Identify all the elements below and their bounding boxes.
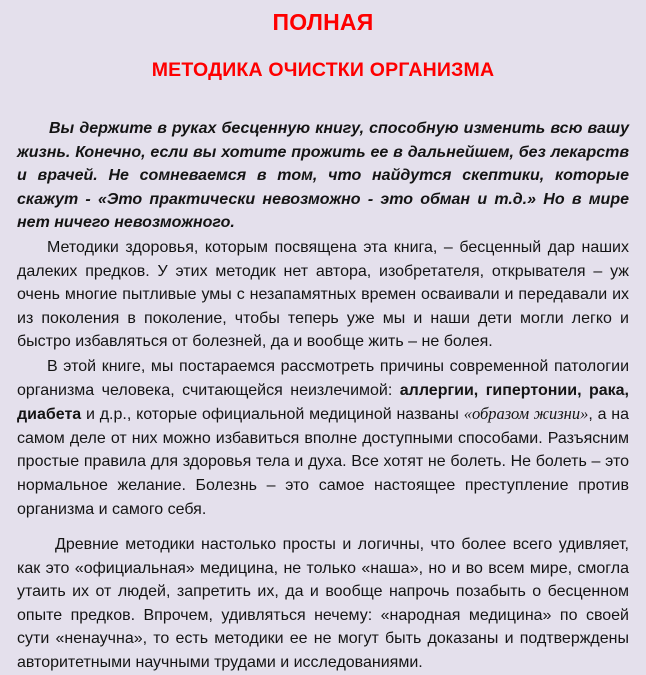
paragraph-book: [17, 354, 629, 521]
paragraph-book-lifestyle: «образом жизни»: [463, 404, 589, 424]
paragraph-ancient: Древние методики настолько просты и логичны, что более всего удивляет, как это «официальная» медицина, не только «наша», но и во всем мире, смогла утаить их от людей, запретить их, да и вообще напрочь позабыть о бесценном опыте предков. Впрочем, удивляться нечему: «народная медицина» по своей сути «ненаучна», то есть методики ее не могут быть доказаны и подтверждены авторитетными научными трудами и исследованиями.: [17, 536, 629, 672]
document-title-main: ПОЛНАЯ: [272, 9, 374, 35]
document-title-sub: МЕТОДИКА ОЧИСТКИ ОРГАНИЗМА: [151, 59, 495, 81]
paragraph-lead: Вы держите в руках бесценную книгу, способную изменить всю вашу жизнь. Конечно, если вы хотите прожить ее в дальнейшем, без лекарств и врачей. Не сомневаемся в том, что найдутся скептики, которые скажут - «Это практически невозможно - это обман и т.д.» Но в мире нет ничего невозможного.: [17, 120, 629, 232]
paragraph-book-diseases: аллергии, гипертонии, рака, диабета: [17, 381, 629, 424]
greeting-line: [17, 82, 629, 105]
paragraph-book-intro: В этой книге, мы постараемся рассмотреть причины современной патологии организма человека, считающейся неизлечимой:: [17, 357, 629, 399]
paragraph-book-middle: и д.р., которые официальной медициной названы: [81, 406, 464, 424]
paragraph-methods: Методики здоровья, которым посвящена эта книга, – бесценный дар наших далеких предков. У этих методик нет автора, изобретателя, открывателя – уж очень многие пытливые умы с незапамятных времен осваивали и передавали их из поколения в поколение, чтобы теперь уже мы и наши дети могли легко и быстро избавляться от болезней, да и вообще жить – не болея.: [17, 238, 629, 351]
paragraph-book-tail: , а на самом деле от них можно избавиться вполне доступными способами. Разъясним простые правила для здоровья тела и духа. Все хотят не болеть. Не болеть – это нормальное желание. Болезнь – это самое настоящее преступление против организма и самого себя.: [17, 406, 629, 518]
